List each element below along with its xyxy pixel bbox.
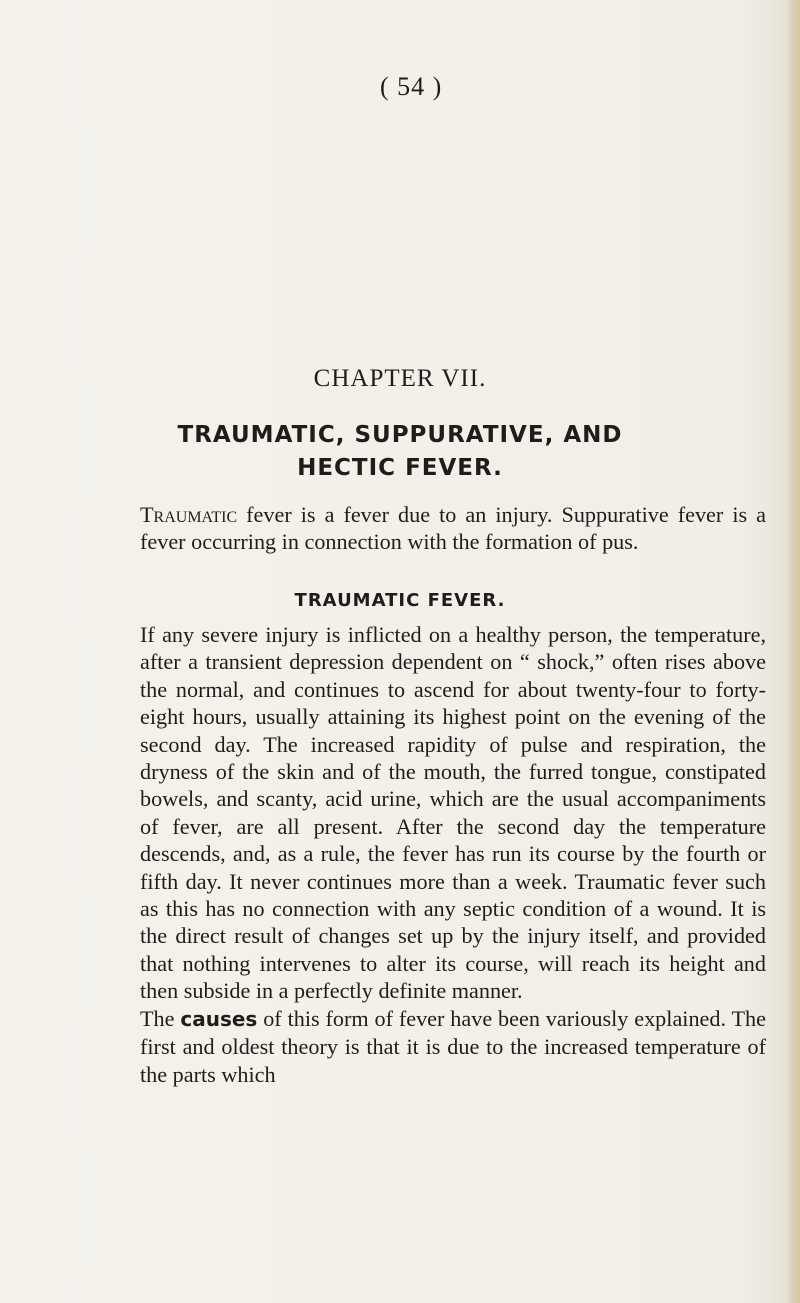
paragraph-2 <box>140 1005 766 1088</box>
page-number: ( 54 ) <box>380 72 443 101</box>
page-edge <box>786 0 800 1303</box>
chapter-title-line-1: TRAUMATIC, SUPPURATIVE, AND <box>177 422 623 448</box>
body-text <box>140 621 766 1088</box>
section-heading: TRAUMATIC FEVER. <box>294 590 506 611</box>
paragraph-2-lead: The <box>140 1005 181 1031</box>
chapter-heading: CHAPTER VII. <box>313 365 487 392</box>
paragraph-1: If any severe injury is inflicted on a healthy person, the temperature, after a transient depression dependent on “ shock,” often rises above the normal, and continues to ascend for about twenty-four to forty-eight hours, usually attaining its highest point on the evening of the second day. The increased rapidity of pulse and respiration, the dryness of the skin and of the mouth, the furred tongue, constipated bowels, and scanty, acid urine, which are the usual accompaniments of fever, are all present. After the second day the temperature descends, and, as a rule, the fever has run its course by the fourth or fifth day. It never continues more than a week. Traumatic fever such as this has no connection with any septic condition of a wound. It is the direct result of changes set up by the injury itself, and provided that nothing intervenes to alter its course, will reach its height and then subside in a perfectly definite manner. <box>140 622 766 1004</box>
chapter-title <box>110 419 690 485</box>
intro-text: fever is a fever due to an injury. Suppurative fever is a fever occurring in connection with the formation of pus. <box>140 502 766 555</box>
chapter-title-line-2: HECTIC FEVER. <box>297 455 503 481</box>
intro-lead-word: Traumatic <box>140 502 238 527</box>
paragraph-2-text: of this form of fever have been variously explained. The first and oldest theory is that it is due to the increased temperature of the parts which <box>140 1005 766 1087</box>
intro-paragraph <box>140 501 766 556</box>
causes-keyword: causes <box>180 1006 258 1031</box>
